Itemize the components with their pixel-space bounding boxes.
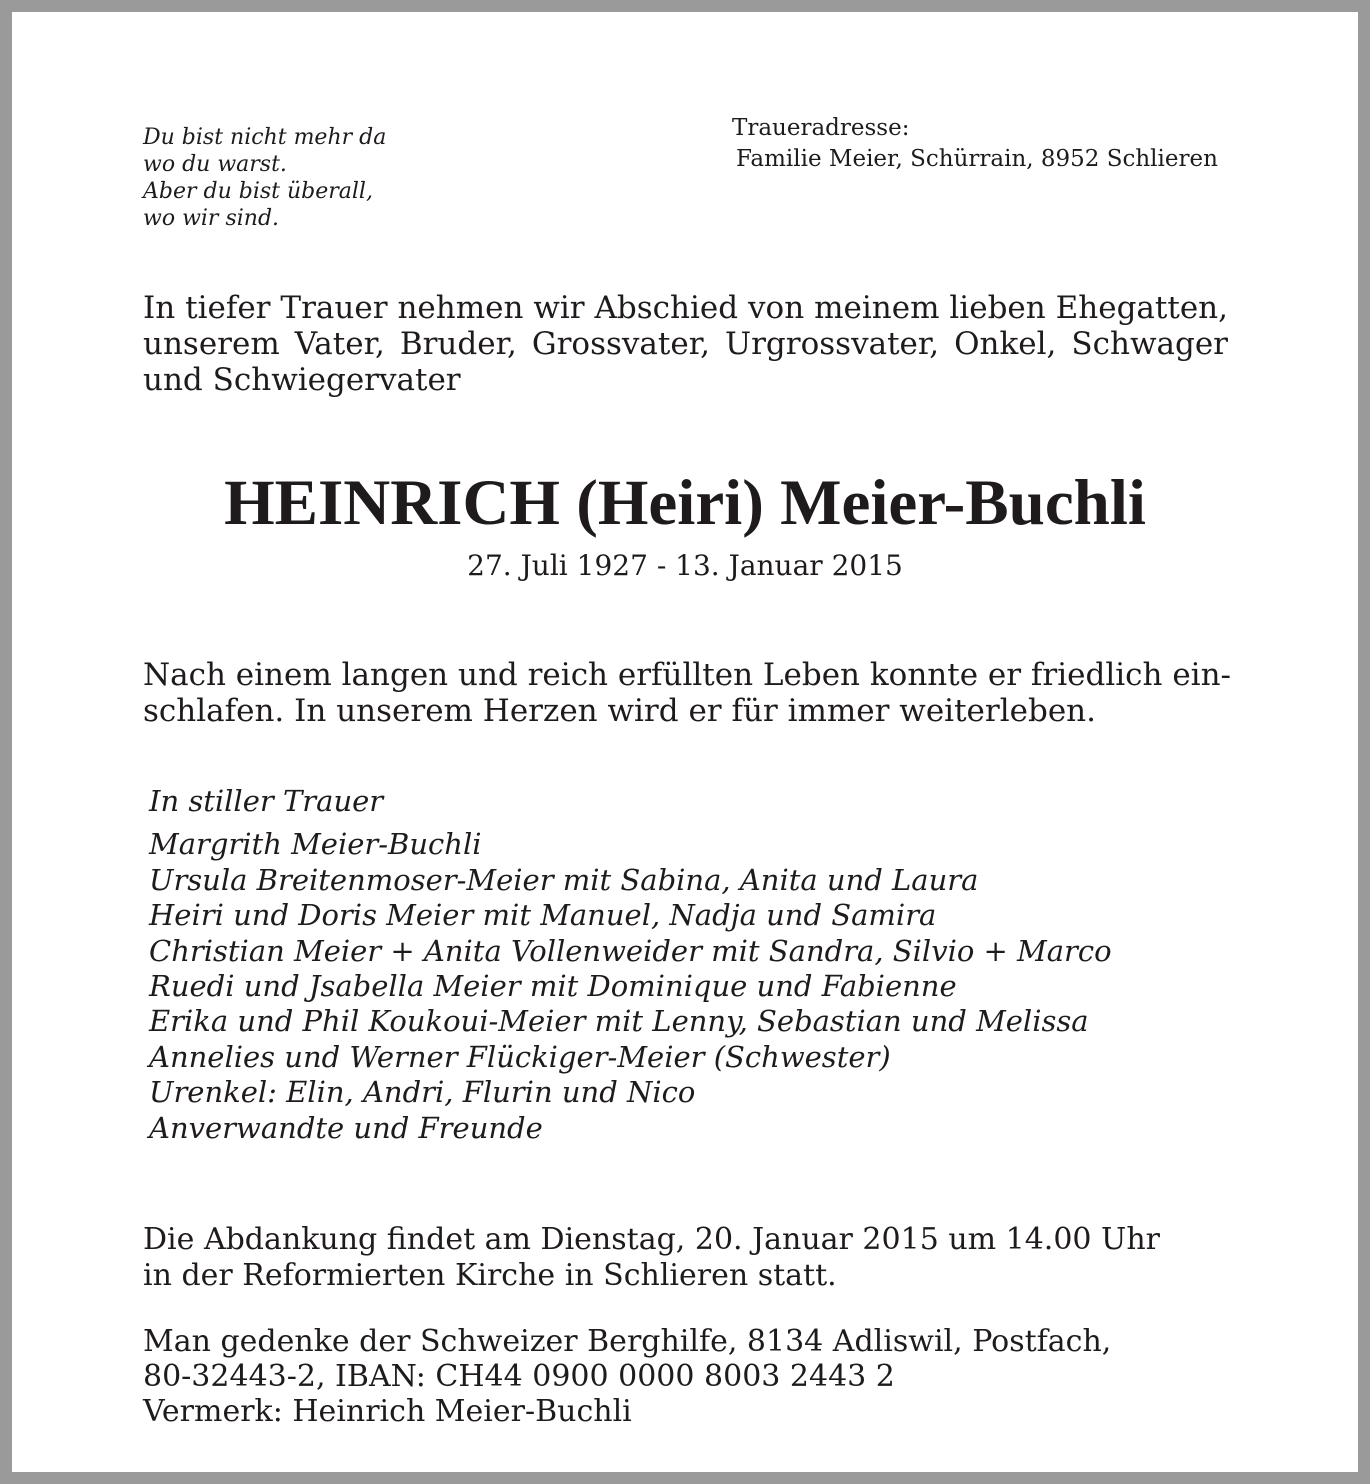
mourner-name: Ruedi und Jsabella Meier mit Dominique und Fabienne xyxy=(149,969,957,1004)
motto-line: wo du warst. xyxy=(143,152,287,177)
obituary-page xyxy=(12,12,1358,1472)
life-statement xyxy=(143,657,1232,729)
mourner-name: Anverwandte und Freunde xyxy=(149,1110,543,1145)
motto-line: wo wir sind. xyxy=(143,206,280,231)
donation-line: Vermerk: Heinrich Meier-Buchli xyxy=(143,1394,632,1429)
donation-info xyxy=(143,1324,1111,1429)
mourning-address xyxy=(732,113,1218,175)
life-dates: 27. Juli 1927 - 13. Januar 2015 xyxy=(467,549,903,582)
mourner-name: Ursula Breitenmoser-Meier mit Sabina, Anita und Laura xyxy=(149,862,979,897)
life-line: schlafen. In unserem Herzen wird er für immer weiterleben. xyxy=(143,693,1096,729)
mourner-name: Heiri und Doris Meier mit Manuel, Nadja und Samira xyxy=(149,898,937,933)
mourner-name: Christian Meier + Anita Vollenweider mit Sandra, Silvio + Marco xyxy=(149,933,1112,968)
life-line: Nach einem langen und reich erfüllten Leben konnte er friedlich ein- xyxy=(143,657,1232,693)
service-line: Die Abdankung findet am Dienstag, 20. Januar 2015 um 14.00 Uhr xyxy=(143,1222,1160,1257)
motto-verse xyxy=(143,124,386,232)
mourner-name: Annelies und Werner Flückiger-Meier (Schwester) xyxy=(149,1039,891,1074)
mourner-name: Erika und Phil Koukoui-Meier mit Lenny, Sebastian und Melissa xyxy=(149,1004,1089,1039)
deceased-name: HEINRICH (Heiri) Meier-Buchli xyxy=(224,467,1146,539)
donation-line: 80-32443-2, IBAN: CH44 0900 0000 8003 2443 2 xyxy=(143,1359,895,1394)
motto-line: Du bist nicht mehr da xyxy=(143,125,387,150)
address-line: Familie Meier, Schürrain, 8952 Schlieren xyxy=(736,146,1218,172)
motto-line: Aber du bist überall, xyxy=(143,179,373,204)
mourners-heading: In stiller Trauer xyxy=(149,784,384,818)
address-label: Traueradresse: xyxy=(732,115,910,141)
mourner-name: Urenkel: Elin, Andri, Flurin und Nico xyxy=(149,1075,696,1110)
intro-text: In tiefer Trauer nehmen wir Abschied von meinem lieben Ehegatten, unserem Vater, Bruder, Grossvater, Urgrossvater, Onkel, Schwager und Schwiegervater xyxy=(143,290,1228,398)
funeral-service-info xyxy=(143,1222,1160,1294)
mourners-list xyxy=(149,784,1112,1146)
donation-line: Man gedenke der Schweizer Berghilfe, 8134 Adliswil, Postfach, xyxy=(143,1324,1112,1359)
service-line: in der Reformierten Kirche in Schlieren statt. xyxy=(143,1258,837,1293)
mourner-name: Margrith Meier-Buchli xyxy=(149,827,482,862)
